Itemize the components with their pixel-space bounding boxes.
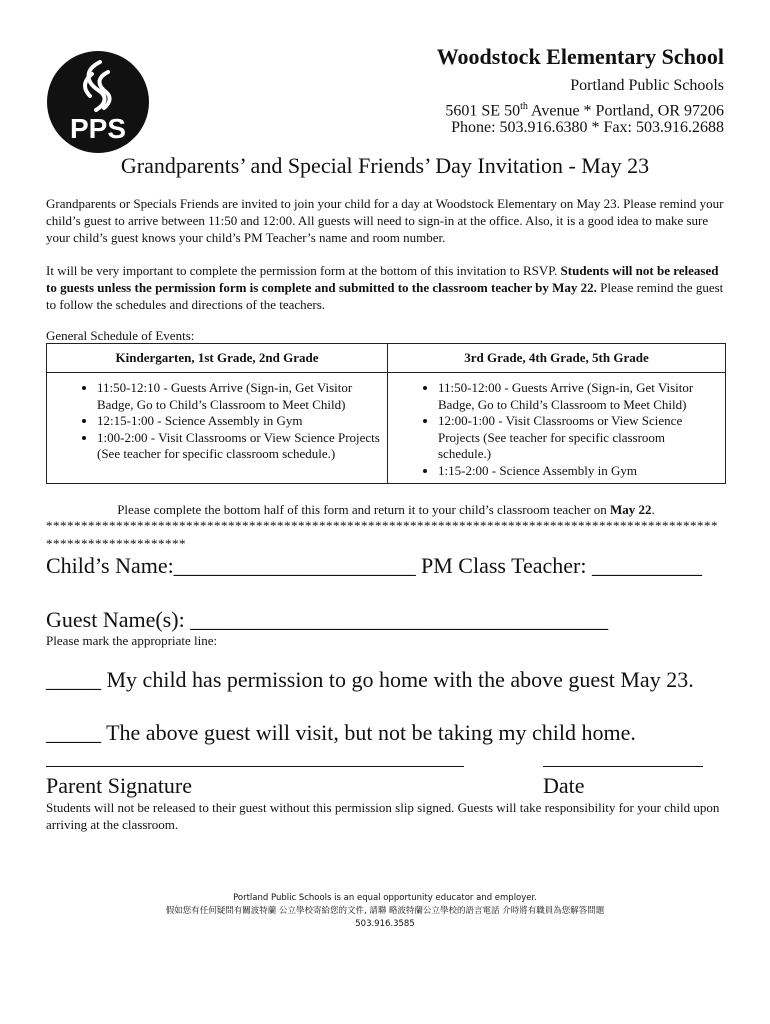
intro-text: Grandparents or Specials Friends are invited to join your child for a day at Woodstock Elementary on May 23. Please remind your child’s guest to arrive between 11:50 and 12:00. All guests will need to sign-in at the office. Also, it is a good idea to make sure your child’s guest knows your child’s PM Teacher’s name and room number. xyxy=(46,196,724,245)
release-note: Students will not be released to their guest without this permission slip signed. Guests will take responsibility for your child upon arriving at the classroom. xyxy=(46,800,720,832)
pm-teacher-field[interactable]: PM Class Teacher: __________ xyxy=(421,553,702,578)
schedule-col-35 xyxy=(388,373,726,484)
mark-line-instruction: Please mark the appropriate line: xyxy=(46,633,218,648)
footer-phone: 503.916.3585 xyxy=(355,919,415,929)
school-name: Woodstock Elementary School xyxy=(436,44,724,69)
option-go-home[interactable]: _____ My child has permission to go home with the above guest May 23. xyxy=(46,667,694,692)
list-item: • 11:50-12:10 - Guests Arrive (Sign-in, Get Visitor Badge, Go to Child’s Classroom to Meet Child) xyxy=(97,380,383,413)
list-item: • 1:15-2:00 - Science Assembly in Gym xyxy=(438,463,721,480)
permission-warning: Students will not be released to guests unless the permission form is complete and submitted to the classroom teacher by May 22. xyxy=(46,263,719,295)
list-item: • 1:00-2:00 - Visit Classrooms or View Science Projects (See teacher for specific classroom schedule.) xyxy=(97,430,383,463)
divider-line-1: ************************************************************************************************ xyxy=(46,518,718,533)
phone-fax: Phone: 503.916.6380 * Fax: 503.916.2688 xyxy=(451,119,724,136)
invitation-title: Grandparents’ and Special Friends’ Day Invitation - May 23 xyxy=(120,153,650,178)
schedule-header-k2: Kindergarten, 1st Grade, 2nd Grade xyxy=(47,344,388,373)
child-name-field[interactable]: Child’s Name:______________________ xyxy=(46,553,416,578)
signature-line[interactable] xyxy=(46,766,464,767)
list-item: • 11:50-12:00 - Guests Arrive (Sign-in, Get Visitor Badge, Go to Child’s Classroom to Meet Child) xyxy=(438,380,721,413)
divider-line-2: ******************** xyxy=(46,536,186,551)
date-label: Date xyxy=(543,773,585,798)
date-line[interactable] xyxy=(543,766,703,767)
schedule-table xyxy=(46,343,726,484)
permission-lead: It will be very important to complete the permission form at the bottom of this invitation to RSVP. xyxy=(46,263,561,278)
pps-logo xyxy=(46,50,150,154)
district-name: Portland Public Schools xyxy=(570,77,724,94)
permission-paragraph xyxy=(46,262,726,313)
school-address: 5601 SE 50th Avenue * Portland, OR 97206 xyxy=(445,101,724,120)
footer xyxy=(0,892,770,931)
schedule-header-35: 3rd Grade, 4th Grade, 5th Grade xyxy=(388,344,726,373)
list-item: • 12:15-1:00 - Science Assembly in Gym xyxy=(97,413,383,430)
intro-paragraph xyxy=(46,195,726,246)
parent-signature-label: Parent Signature xyxy=(46,773,193,798)
permission-tail: Please remind the guest to follow the schedules and directions of the teachers. xyxy=(46,280,724,312)
guest-name-field[interactable]: Guest Name(s): ______________________________________ xyxy=(46,607,609,632)
return-note: Please complete the bottom half of this form and return it to your child’s classroom teacher on May 22. xyxy=(117,502,655,517)
logo-text: PPS xyxy=(69,113,127,144)
schedule-col-k2 xyxy=(47,373,388,484)
schedule-label: General Schedule of Events: xyxy=(46,328,195,343)
footer-eeo: Portland Public Schools is an equal opportunity educator and employer. xyxy=(233,893,537,903)
option-visit-only[interactable]: _____ The above guest will visit, but not be taking my child home. xyxy=(46,720,636,745)
footer-chinese: 假如您有任何疑問有關波特蘭 公立學校寄給您的文件, 請聯 略波特蘭公立學校的語言電話 介時將有職員為您解答問題 xyxy=(165,906,605,916)
list-item: • 12:00-1:00 - Visit Classrooms or View Science Projects (See teacher for specific classroom schedule.) xyxy=(438,413,721,463)
